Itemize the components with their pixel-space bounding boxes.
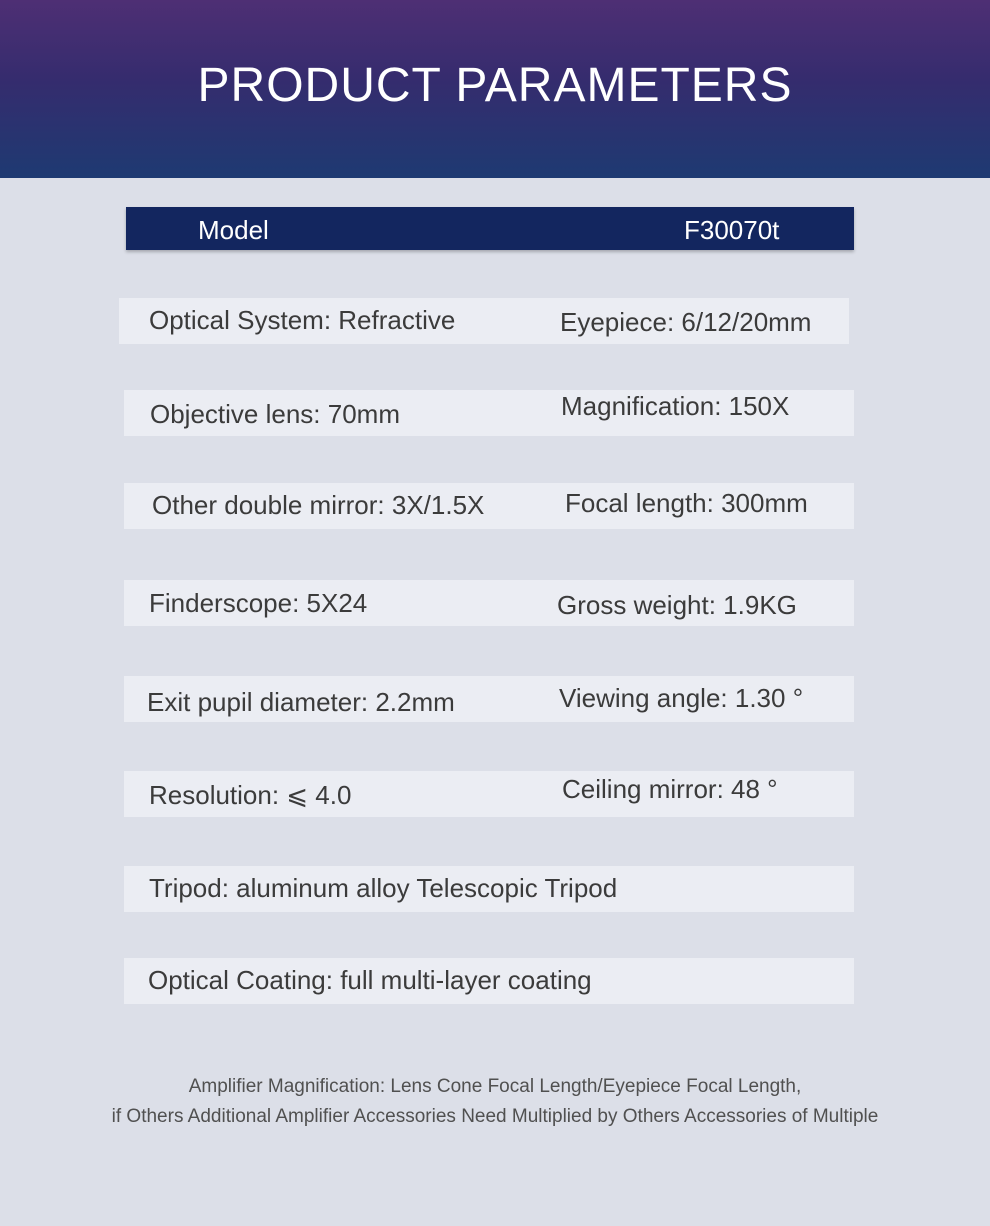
- spec-viewing-angle: Viewing angle: 1.30 °: [559, 683, 804, 713]
- spec-row-resolution: [124, 771, 854, 817]
- spec-objective-lens: Objective lens: 70mm: [150, 399, 400, 429]
- header-banner: [0, 0, 990, 178]
- spec-row-objective-lens: [124, 390, 854, 436]
- model-label: Model: [198, 215, 269, 245]
- spec-exit-pupil: Exit pupil diameter: 2.2mm: [147, 687, 455, 717]
- spec-resolution: Resolution: ⩽ 4.0: [149, 780, 352, 810]
- page-title: PRODUCT PARAMETERS: [197, 59, 793, 112]
- spec-double-mirror: Other double mirror: 3X/1.5X: [152, 490, 485, 520]
- spec-magnification: Magnification: 150X: [561, 391, 790, 421]
- spec-optical-system: Optical System: Refractive: [149, 305, 456, 335]
- spec-row-double-mirror: [124, 483, 854, 529]
- model-row: [126, 207, 854, 250]
- spec-focal-length: Focal length: 300mm: [565, 488, 808, 518]
- spec-eyepiece: Eyepiece: 6/12/20mm: [560, 307, 812, 337]
- spec-row-finderscope: [124, 580, 854, 626]
- footnote-line-2: if Others Additional Amplifier Accessories Need Multiplied by Others Accessories of Multiple: [111, 1106, 879, 1127]
- spec-optical-coating: Optical Coating: full multi-layer coating: [148, 965, 592, 995]
- spec-tripod: Tripod: aluminum alloy Telescopic Tripod: [149, 873, 618, 903]
- spec-ceiling-mirror: Ceiling mirror: 48 °: [562, 774, 778, 804]
- spec-row-optical-coating: [124, 958, 854, 1004]
- spec-finderscope: Finderscope: 5X24: [149, 588, 368, 618]
- footnote-line-1: Amplifier Magnification: Lens Cone Focal Length/Eyepiece Focal Length,: [188, 1076, 802, 1097]
- spec-row-optical-system: [119, 298, 849, 344]
- spec-row-exit-pupil: [124, 676, 854, 722]
- spec-row-tripod: [124, 866, 854, 912]
- model-value: F30070t: [684, 215, 780, 245]
- spec-gross-weight: Gross weight: 1.9KG: [557, 590, 797, 620]
